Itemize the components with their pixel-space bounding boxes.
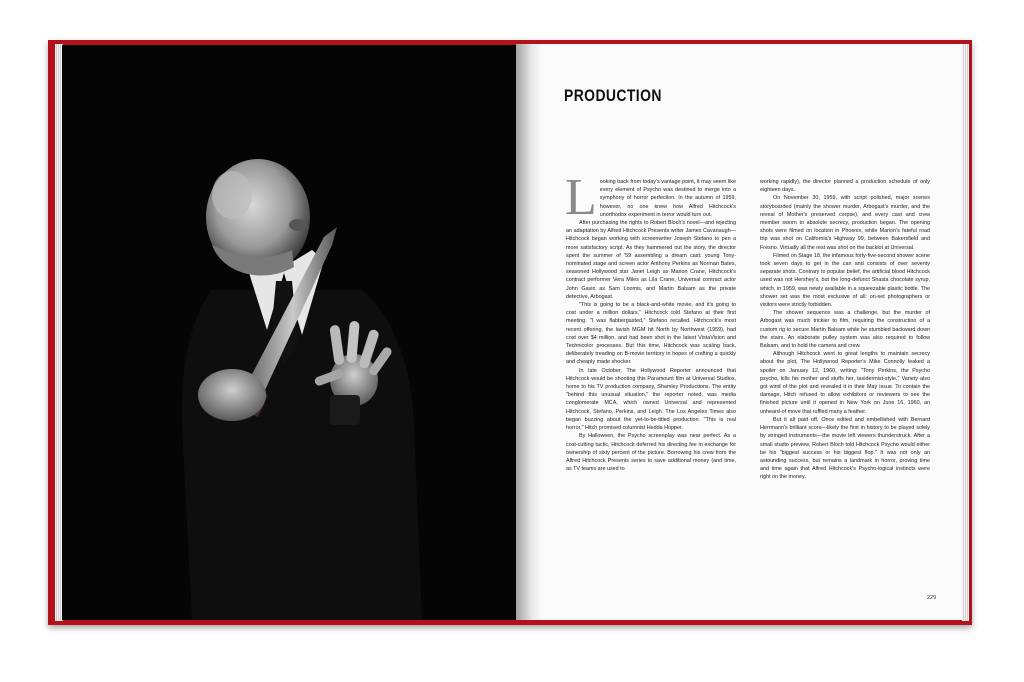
paragraph-6: working rapidly), the director planned a production schedule of only eighteen days. (760, 179, 930, 194)
paragraph-11: But it all paid off. Once edited and embellished with Bernard Herrmann's brilliant score—likely the first in history to be played solely by stringed instruments—the movie left viewers thunderstruck. After a small studio preview, Robert Bloch told Hitchcock Psycho would either be his "biggest success or his biggest flop." It was not only an astounding success, but remains a landmark in horror, proving time and time again that Alfred Hitchcock's Psycho-logical instincts were right on the money. (760, 416, 930, 481)
portrait-photo-icon (62, 45, 516, 620)
paragraph-9: The shower sequence was a challenge, but the murder of Arbogast was much trickier to film, requiring the construction of a custom rig to secure Martin Balsam while he stumbled backward down the stairs. An elaborate pulley system was also required to follow Balsam, and to hold the camera and crew. (760, 310, 930, 350)
paragraph-1 (565, 169, 736, 226)
paragraph-10: Although Hitchcock went to great lengths to maintain secrecy about the plot, The Hollywood Reporter's Mike Connolly leaked a spoiler on January 12, 1960, writing: "Tony Perkins, the Psycho psycho, kills his mother and stuffs her, taxidermist-style." Variety also got wind of the plot and revealed it in their May issue. To contain the damage, Hitch refused to allow exhibitors or reviewers to see the finished picture until it opened in New York on June 16, 1960, an unheard-of move that ruffled many a feather. (760, 351, 930, 415)
paragraph-4: In late October, The Hollywood Reporter announced that Hitchcock would be shooting this Paramount film at Universal Studios, home to his TV production company, Shamley Productions. The entity "behind this unusual situation," the reporter noted, was media conglomerate MCA, which owned Universal and represented Hitchcock, Stefano, Perkins, and Leigh. The Los Angeles Times also began buzzing about the yet-to-be-titled production. "This is real horror," Hitch promised columnist Hedda Hopper. (566, 367, 736, 432)
gutter-shadow (516, 44, 542, 620)
paragraph-text: ooking back from today's vantage point, it may seem like every element of Psycho was destined to merge into a symphony of horror perfection. In the autumn of 1959, however, no one knew how Alfred Hitchcock's unorthodox experiment in terror would turn out. (599, 179, 736, 218)
text-column-2 (760, 178, 930, 482)
paragraph-5: By Halloween, the Psycho screenplay was near perfect. As a cost-cutting tactic, Hitchcock deferred his directing fee in exchange for ownership of sixty percent of the picture. Borrowing his crew from the Alfred Hitchcock Presents series to save additional money (and time, as TV teams are used to (566, 433, 736, 473)
page-edges-right (962, 44, 969, 621)
paragraph-7: On November 30, 1959, with script polished, major scenes storyboarded (mainly the shower murder, Arbogast's murder, and the reveal of Mother's preserved corpse), and every cast and crew member sworn to absolute secrecy, production began. The opening shots were filmed on location in Phoenix, while Marion's fateful road trip was shot on California's Highway 99, between Bakersfield and Fresno. Virtually all the rest was shot on the backlot at Universal. (760, 195, 930, 251)
paragraph-2: After purchasing the rights to Robert Bloch's novel—and rejecting an adaptation by Alfred Hitchcock Presents writer James Cavanaugh—Hitchcock began working with screenwriter Joseph Stefano to pen a more satisfactory script. As they hammered out the story, the director spent the summer of '59 assembling a dream cast: young Tony-nominated stage and screen actor Anthony Perkins as Norman Bates, seasoned Hollywood star Janet Leigh as Marion Crane, Hitchcock's contract performer Vera Miles as Lila Crane, Universal contract actor John Gavin as Sam Loomis, and Martin Balsam as the private detective, Arbogast. (566, 220, 736, 300)
page-number: 229 (927, 595, 937, 601)
text-column-1 (565, 169, 736, 473)
paragraph-8: Filmed on Stage 18, the infamous forty-five-second shower scene took seven days to get in the can and consists of over seventy separate shots. Contrary to popular belief, the artificial blood Hitchcock used was not Hershey's, but the long-defunct Shasta chocolate syrup, which, in 1959, was newly available in a squeezable plastic bottle. The shower set was the most exclusive of all: on-set photographers or visitors were strictly forbidden. (760, 252, 930, 309)
page-heading: PRODUCTION (564, 86, 662, 105)
drop-cap: L (565, 169, 597, 226)
paragraph-3: "This is going to be a black-and-white movie, and it's going to cost under a million dollars," Hitchcock told Stefano at their first meeting. "I was flabbergasted," Stefano recalled. Hitchcock's most recent offering, the lavish MGM hit North by Northwest (1959), had cost over $4 million, and had been shot in the latest VistaVision and Technicolor processes. But this time, Hitchcock was scaling back, deliberately treading on B-movie territory in hopes of crafting a quickly and cheaply made shocker. (566, 302, 736, 366)
left-page (62, 45, 516, 620)
